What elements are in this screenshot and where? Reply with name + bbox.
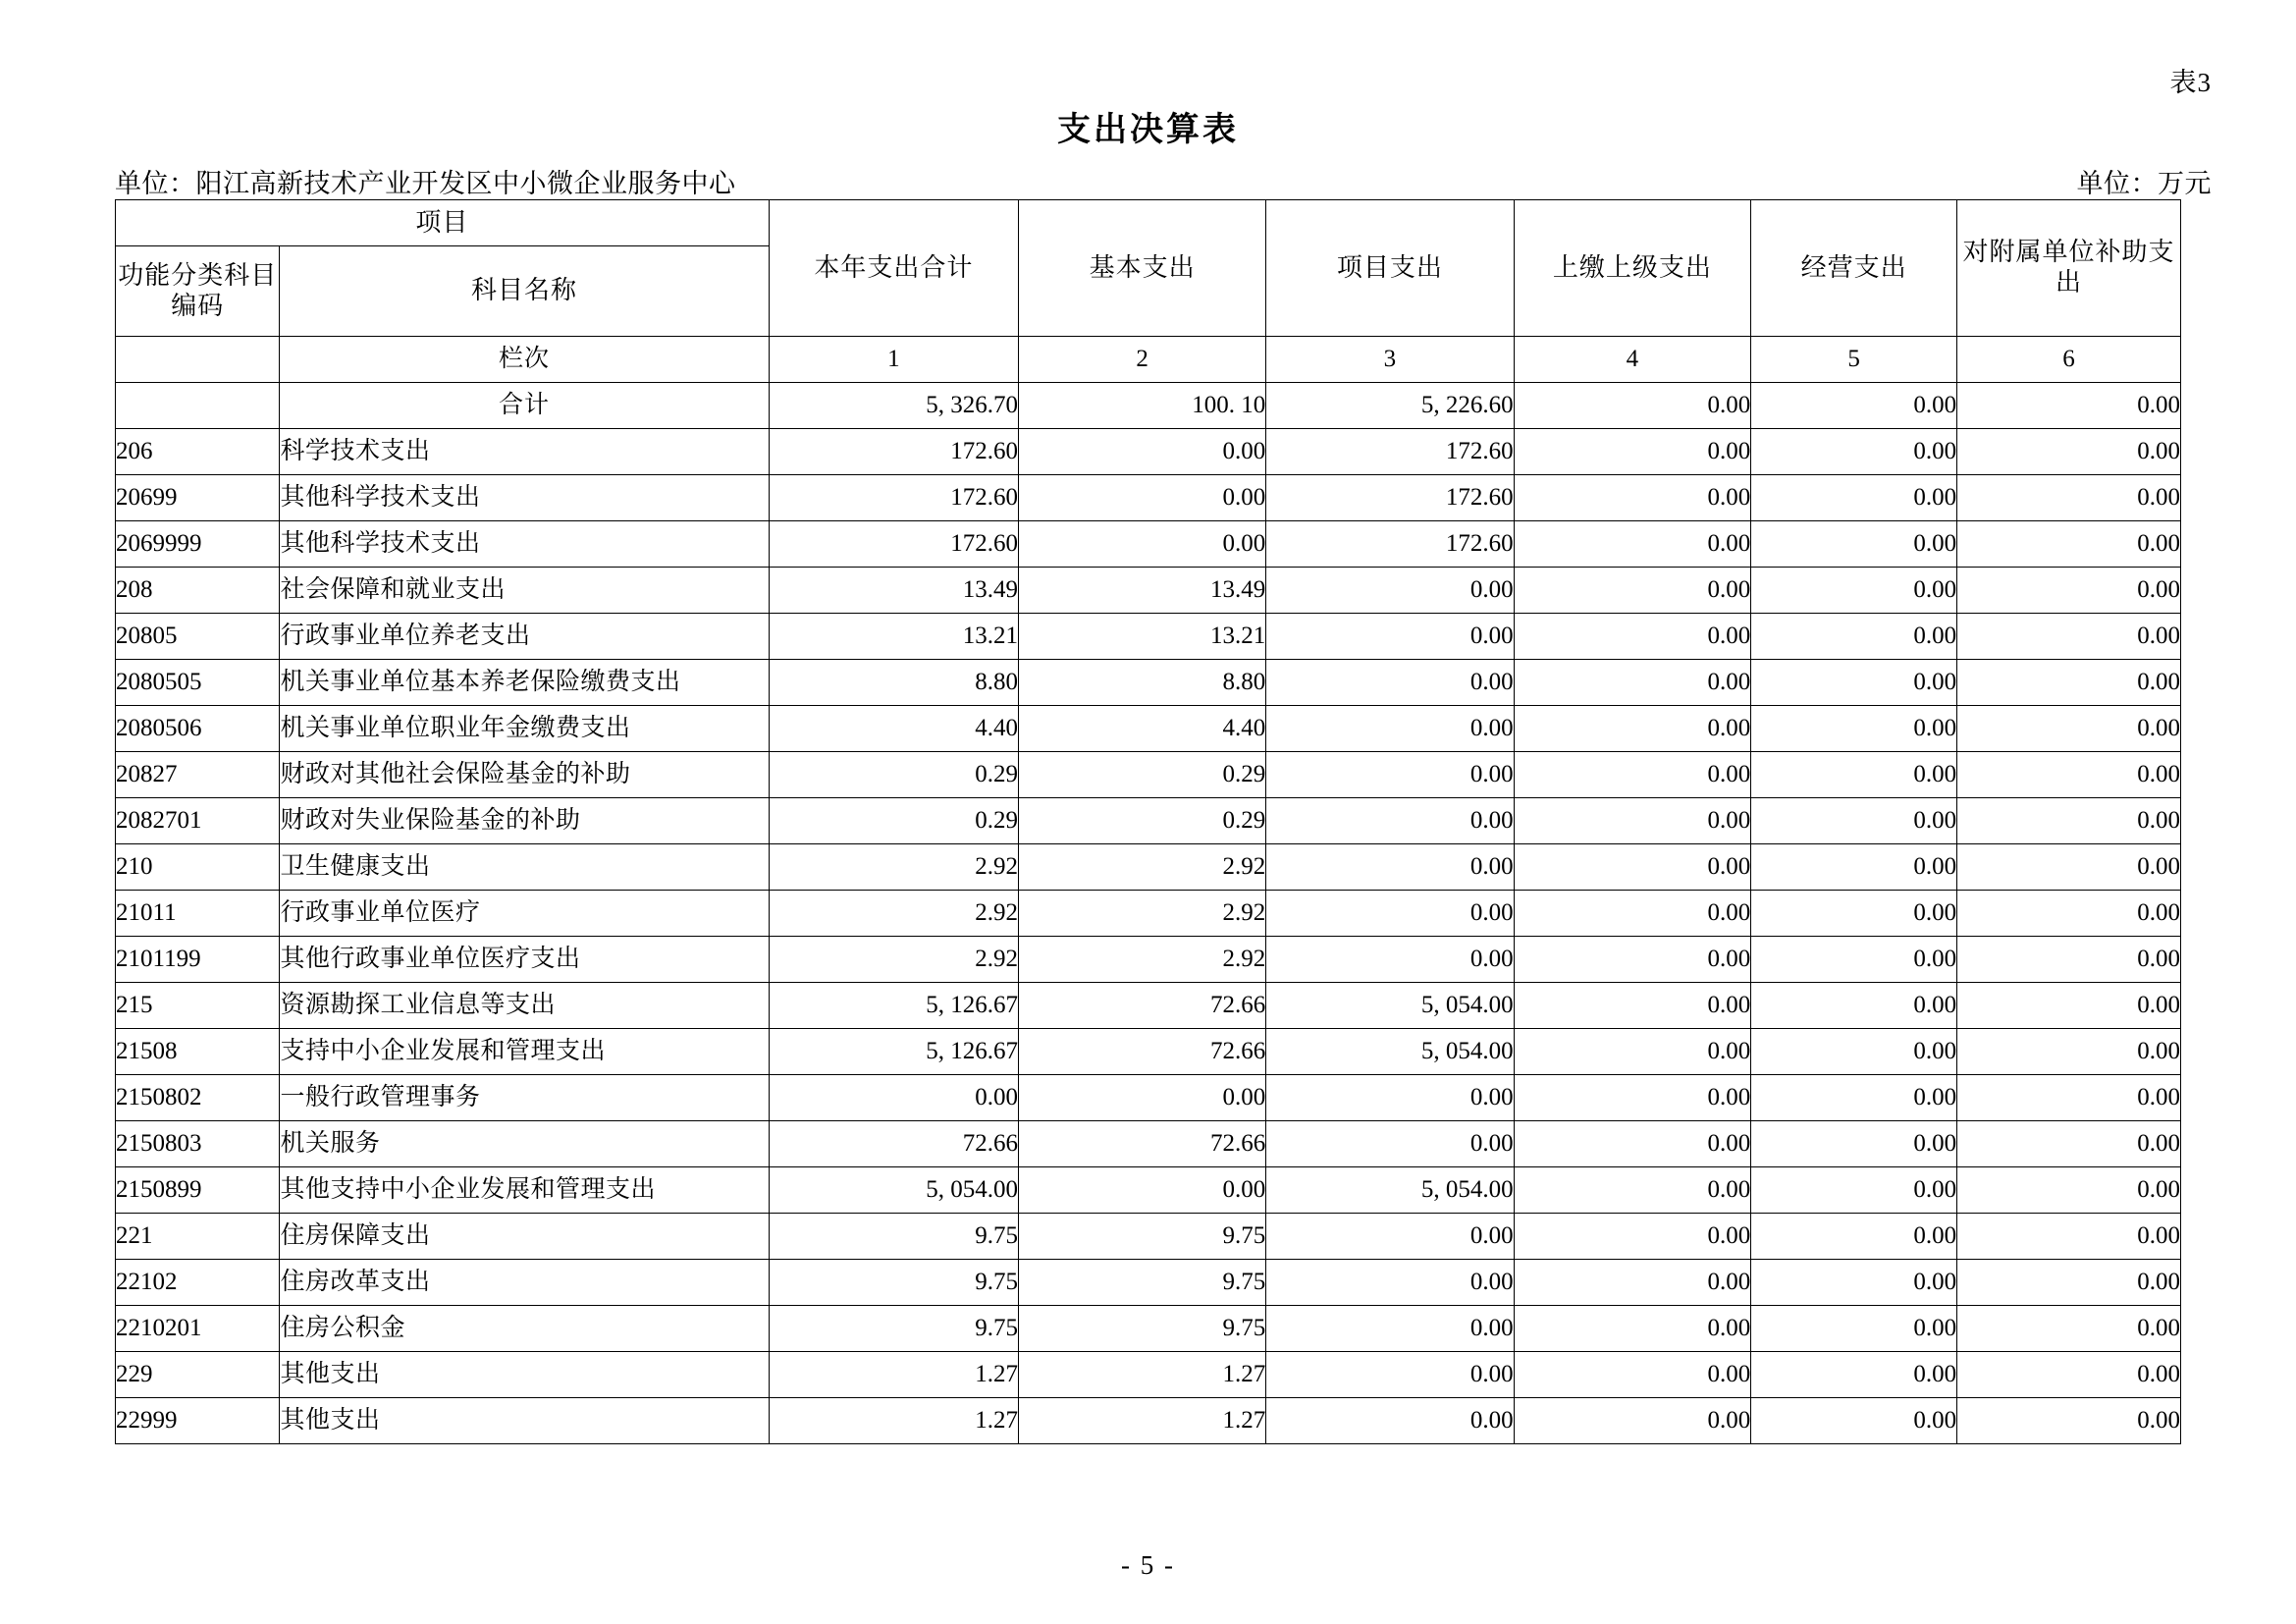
cell-amount-col3: 0.00: [1266, 1121, 1514, 1167]
cell-subject-name: 其他支持中小企业发展和管理支出: [280, 1167, 769, 1214]
cell-amount-col4: 0.00: [1514, 614, 1751, 660]
cell-amount-col1: 9.75: [769, 1306, 1018, 1352]
cell-amount-col3: 0.00: [1266, 844, 1514, 891]
cell-functional-code: 229: [116, 1352, 280, 1398]
column-number-5: 5: [1751, 337, 1957, 383]
cell-functional-code: 2101199: [116, 937, 280, 983]
cell-amount-col6: 0.00: [1957, 798, 2181, 844]
cell-amount-col6: 0.00: [1957, 1398, 2181, 1444]
cell-amount-col2: 0.29: [1019, 798, 1266, 844]
cell-amount-col5: 0.00: [1751, 983, 1957, 1029]
total-value-4: 0.00: [1514, 383, 1751, 429]
cell-amount-col5: 0.00: [1751, 937, 1957, 983]
cell-functional-code: 22999: [116, 1398, 280, 1444]
cell-amount-col1: 2.92: [769, 891, 1018, 937]
cell-amount-col5: 0.00: [1751, 429, 1957, 475]
cell-functional-code: 2080506: [116, 706, 280, 752]
cell-amount-col4: 0.00: [1514, 1214, 1751, 1260]
cell-amount-col2: 1.27: [1019, 1398, 1266, 1444]
cell-amount-col4: 0.00: [1514, 1029, 1751, 1075]
cell-amount-col4: 0.00: [1514, 475, 1751, 521]
header-col4: 上缴上级支出: [1514, 200, 1751, 337]
cell-functional-code: 21508: [116, 1029, 280, 1075]
cell-amount-col5: 0.00: [1751, 1260, 1957, 1306]
cell-subject-name: 机关事业单位基本养老保险缴费支出: [280, 660, 769, 706]
table-row: [116, 937, 2181, 983]
header-group-project: 项目: [116, 200, 770, 246]
cell-subject-name: 住房保障支出: [280, 1214, 769, 1260]
table-row: [116, 1260, 2181, 1306]
cell-functional-code: 215: [116, 983, 280, 1029]
column-number-6: 6: [1957, 337, 2181, 383]
cell-amount-col2: 9.75: [1019, 1306, 1266, 1352]
table-row: [116, 1121, 2181, 1167]
cell-amount-col5: 0.00: [1751, 614, 1957, 660]
cell-amount-col5: 0.00: [1751, 798, 1957, 844]
cell-amount-col6: 0.00: [1957, 1352, 2181, 1398]
table-row: [116, 706, 2181, 752]
column-number-1: 1: [769, 337, 1018, 383]
cell-amount-col4: 0.00: [1514, 429, 1751, 475]
cell-amount-col4: 0.00: [1514, 521, 1751, 568]
cell-amount-col4: 0.00: [1514, 1306, 1751, 1352]
cell-amount-col3: 0.00: [1266, 1260, 1514, 1306]
expenditure-table: [115, 199, 2181, 1444]
cell-amount-col1: 9.75: [769, 1214, 1018, 1260]
cell-amount-col3: 5, 054.00: [1266, 1167, 1514, 1214]
header-subject-name: 科目名称: [280, 246, 769, 337]
table-body: [116, 337, 2181, 1444]
cell-functional-code: 22102: [116, 1260, 280, 1306]
cell-amount-col6: 0.00: [1957, 1214, 2181, 1260]
cell-subject-name: 财政对其他社会保险基金的补助: [280, 752, 769, 798]
cell-amount-col1: 5, 126.67: [769, 983, 1018, 1029]
cell-functional-code: 2150803: [116, 1121, 280, 1167]
total-value-2: 100. 10: [1019, 383, 1266, 429]
cell-subject-name: 行政事业单位医疗: [280, 891, 769, 937]
total-value-6: 0.00: [1957, 383, 2181, 429]
total-row: [116, 383, 2181, 429]
cell-amount-col1: 8.80: [769, 660, 1018, 706]
cell-amount-col5: 0.00: [1751, 752, 1957, 798]
table-row: [116, 1029, 2181, 1075]
expenditure-table-container: [115, 199, 2181, 1444]
cell-subject-name: 其他支出: [280, 1398, 769, 1444]
cell-amount-col6: 0.00: [1957, 521, 2181, 568]
cell-functional-code: 2210201: [116, 1306, 280, 1352]
cell-subject-name: 行政事业单位养老支出: [280, 614, 769, 660]
header-col1: 本年支出合计: [769, 200, 1018, 337]
cell-amount-col3: 0.00: [1266, 1306, 1514, 1352]
cell-functional-code: 2080505: [116, 660, 280, 706]
cell-functional-code: 206: [116, 429, 280, 475]
cell-functional-code: 20805: [116, 614, 280, 660]
cell-amount-col6: 0.00: [1957, 614, 2181, 660]
cell-amount-col5: 0.00: [1751, 1167, 1957, 1214]
cell-amount-col5: 0.00: [1751, 1214, 1957, 1260]
cell-amount-col1: 13.49: [769, 568, 1018, 614]
cell-subject-name: 其他行政事业单位医疗支出: [280, 937, 769, 983]
cell-amount-col4: 0.00: [1514, 706, 1751, 752]
cell-functional-code: 2150899: [116, 1167, 280, 1214]
header-functional-code: 功能分类科目编码: [116, 246, 280, 337]
table-row: [116, 429, 2181, 475]
cell-amount-col5: 0.00: [1751, 1029, 1957, 1075]
table-row: [116, 1306, 2181, 1352]
cell-functional-code: 2069999: [116, 521, 280, 568]
cell-amount-col2: 2.92: [1019, 891, 1266, 937]
cell-amount-col3: 0.00: [1266, 660, 1514, 706]
cell-amount-col6: 0.00: [1957, 1306, 2181, 1352]
cell-amount-col2: 72.66: [1019, 1121, 1266, 1167]
table-row: [116, 1352, 2181, 1398]
total-value-1: 5, 326.70: [769, 383, 1018, 429]
cell-amount-col3: 0.00: [1266, 568, 1514, 614]
table-row: [116, 475, 2181, 521]
cell-amount-col3: 0.00: [1266, 891, 1514, 937]
cell-amount-col5: 0.00: [1751, 844, 1957, 891]
cell-amount-col6: 0.00: [1957, 475, 2181, 521]
table-row: [116, 798, 2181, 844]
cell-amount-col2: 4.40: [1019, 706, 1266, 752]
cell-amount-col5: 0.00: [1751, 1121, 1957, 1167]
cell-amount-col3: 172.60: [1266, 429, 1514, 475]
cell-amount-col1: 2.92: [769, 937, 1018, 983]
page-title: 支出决算表: [1057, 112, 1239, 148]
cell-amount-col3: 0.00: [1266, 937, 1514, 983]
cell-amount-col4: 0.00: [1514, 798, 1751, 844]
table-row: [116, 752, 2181, 798]
column-number-row: [116, 337, 2181, 383]
table-header: [116, 200, 2181, 337]
cell-amount-col3: 0.00: [1266, 798, 1514, 844]
cell-amount-col2: 72.66: [1019, 1029, 1266, 1075]
page-number: - 5 -: [1121, 1550, 1175, 1580]
cell-amount-col1: 5, 126.67: [769, 1029, 1018, 1075]
header-row-group: [116, 200, 2181, 246]
cell-amount-col1: 9.75: [769, 1260, 1018, 1306]
cell-functional-code: 2150802: [116, 1075, 280, 1121]
table-row: [116, 891, 2181, 937]
total-code-blank: [116, 383, 280, 429]
column-number-4: 4: [1514, 337, 1751, 383]
cell-amount-col6: 0.00: [1957, 1121, 2181, 1167]
cell-functional-code: 210: [116, 844, 280, 891]
cell-functional-code: 221: [116, 1214, 280, 1260]
cell-amount-col3: 0.00: [1266, 1075, 1514, 1121]
cell-amount-col5: 0.00: [1751, 1306, 1957, 1352]
total-label: 合计: [280, 383, 769, 429]
cell-amount-col1: 0.29: [769, 798, 1018, 844]
cell-amount-col2: 13.21: [1019, 614, 1266, 660]
cell-subject-name: 一般行政管理事务: [280, 1075, 769, 1121]
cell-amount-col6: 0.00: [1957, 1167, 2181, 1214]
cell-amount-col6: 0.00: [1957, 1075, 2181, 1121]
cell-amount-col1: 2.92: [769, 844, 1018, 891]
cell-amount-col4: 0.00: [1514, 1167, 1751, 1214]
cell-amount-col2: 1.27: [1019, 1352, 1266, 1398]
cell-amount-col5: 0.00: [1751, 1398, 1957, 1444]
cell-amount-col4: 0.00: [1514, 568, 1751, 614]
cell-amount-col5: 0.00: [1751, 475, 1957, 521]
cell-amount-col1: 0.29: [769, 752, 1018, 798]
cell-amount-col3: 5, 054.00: [1266, 1029, 1514, 1075]
cell-amount-col2: 0.00: [1019, 475, 1266, 521]
cell-functional-code: 208: [116, 568, 280, 614]
table-row: [116, 1075, 2181, 1121]
cell-subject-name: 科学技术支出: [280, 429, 769, 475]
cell-amount-col1: 172.60: [769, 429, 1018, 475]
cell-amount-col4: 0.00: [1514, 1121, 1751, 1167]
cell-amount-col4: 0.00: [1514, 983, 1751, 1029]
cell-amount-col5: 0.00: [1751, 1075, 1957, 1121]
cell-subject-name: 财政对失业保险基金的补助: [280, 798, 769, 844]
cell-amount-col4: 0.00: [1514, 1075, 1751, 1121]
table-row: [116, 660, 2181, 706]
cell-amount-col1: 0.00: [769, 1075, 1018, 1121]
unit-line: [115, 162, 2212, 200]
cell-amount-col5: 0.00: [1751, 568, 1957, 614]
sheet-tag: 表3: [2169, 68, 2212, 97]
column-number-2: 2: [1019, 337, 1266, 383]
cell-amount-col2: 2.92: [1019, 844, 1266, 891]
cell-amount-col5: 0.00: [1751, 660, 1957, 706]
cell-amount-col6: 0.00: [1957, 937, 2181, 983]
cell-amount-col2: 13.49: [1019, 568, 1266, 614]
cell-amount-col6: 0.00: [1957, 983, 2181, 1029]
column-number-code-blank: [116, 337, 280, 383]
table-row: [116, 1214, 2181, 1260]
cell-amount-col2: 9.75: [1019, 1260, 1266, 1306]
cell-amount-col2: 2.92: [1019, 937, 1266, 983]
cell-amount-col4: 0.00: [1514, 660, 1751, 706]
header-col6: 对附属单位补助支出: [1957, 200, 2181, 337]
cell-subject-name: 社会保障和就业支出: [280, 568, 769, 614]
cell-amount-col4: 0.00: [1514, 891, 1751, 937]
cell-subject-name: 机关事业单位职业年金缴费支出: [280, 706, 769, 752]
table-row: [116, 1167, 2181, 1214]
table-row: [116, 568, 2181, 614]
cell-amount-col1: 4.40: [769, 706, 1018, 752]
cell-amount-col2: 0.00: [1019, 1075, 1266, 1121]
table-row: [116, 983, 2181, 1029]
cell-amount-col4: 0.00: [1514, 752, 1751, 798]
cell-amount-col2: 0.00: [1019, 521, 1266, 568]
cell-amount-col1: 13.21: [769, 614, 1018, 660]
cell-amount-col6: 0.00: [1957, 706, 2181, 752]
table-row: [116, 844, 2181, 891]
cell-amount-col1: 5, 054.00: [769, 1167, 1018, 1214]
cell-subject-name: 资源勘探工业信息等支出: [280, 983, 769, 1029]
cell-amount-col6: 0.00: [1957, 660, 2181, 706]
cell-amount-col6: 0.00: [1957, 844, 2181, 891]
cell-amount-col6: 0.00: [1957, 891, 2181, 937]
cell-amount-col3: 0.00: [1266, 614, 1514, 660]
cell-amount-col5: 0.00: [1751, 1352, 1957, 1398]
cell-amount-col1: 1.27: [769, 1352, 1018, 1398]
cell-amount-col5: 0.00: [1751, 891, 1957, 937]
cell-amount-col2: 0.00: [1019, 1167, 1266, 1214]
cell-amount-col2: 8.80: [1019, 660, 1266, 706]
unit-currency: 单位：万元: [2076, 169, 2212, 198]
cell-subject-name: 卫生健康支出: [280, 844, 769, 891]
cell-amount-col6: 0.00: [1957, 568, 2181, 614]
cell-amount-col6: 0.00: [1957, 1260, 2181, 1306]
cell-amount-col5: 0.00: [1751, 706, 1957, 752]
cell-amount-col4: 0.00: [1514, 1260, 1751, 1306]
cell-amount-col3: 0.00: [1266, 1352, 1514, 1398]
cell-functional-code: 2082701: [116, 798, 280, 844]
cell-amount-col1: 172.60: [769, 475, 1018, 521]
header-col3: 项目支出: [1266, 200, 1514, 337]
cell-amount-col3: 0.00: [1266, 706, 1514, 752]
cell-amount-col6: 0.00: [1957, 752, 2181, 798]
cell-amount-col3: 172.60: [1266, 521, 1514, 568]
column-number-3: 3: [1266, 337, 1514, 383]
cell-amount-col3: 5, 054.00: [1266, 983, 1514, 1029]
header-col2: 基本支出: [1019, 200, 1266, 337]
table-row: [116, 614, 2181, 660]
cell-amount-col2: 0.29: [1019, 752, 1266, 798]
column-number-label: 栏次: [280, 337, 769, 383]
cell-amount-col2: 0.00: [1019, 429, 1266, 475]
cell-amount-col1: 72.66: [769, 1121, 1018, 1167]
total-value-5: 0.00: [1751, 383, 1957, 429]
table-row: [116, 1398, 2181, 1444]
cell-subject-name: 住房改革支出: [280, 1260, 769, 1306]
cell-amount-col3: 172.60: [1266, 475, 1514, 521]
cell-amount-col4: 0.00: [1514, 937, 1751, 983]
table-row: [116, 521, 2181, 568]
cell-amount-col1: 1.27: [769, 1398, 1018, 1444]
cell-functional-code: 20827: [116, 752, 280, 798]
cell-subject-name: 机关服务: [280, 1121, 769, 1167]
cell-amount-col4: 0.00: [1514, 1398, 1751, 1444]
cell-amount-col5: 0.00: [1751, 521, 1957, 568]
cell-subject-name: 支持中小企业发展和管理支出: [280, 1029, 769, 1075]
total-value-3: 5, 226.60: [1266, 383, 1514, 429]
header-col5: 经营支出: [1751, 200, 1957, 337]
cell-amount-col2: 9.75: [1019, 1214, 1266, 1260]
cell-amount-col6: 0.00: [1957, 429, 2181, 475]
cell-amount-col2: 72.66: [1019, 983, 1266, 1029]
cell-subject-name: 住房公积金: [280, 1306, 769, 1352]
cell-functional-code: 20699: [116, 475, 280, 521]
cell-subject-name: 其他支出: [280, 1352, 769, 1398]
cell-amount-col1: 172.60: [769, 521, 1018, 568]
cell-amount-col3: 0.00: [1266, 1214, 1514, 1260]
cell-subject-name: 其他科学技术支出: [280, 475, 769, 521]
cell-amount-col4: 0.00: [1514, 844, 1751, 891]
cell-functional-code: 21011: [116, 891, 280, 937]
cell-amount-col4: 0.00: [1514, 1352, 1751, 1398]
cell-amount-col3: 0.00: [1266, 1398, 1514, 1444]
cell-amount-col3: 0.00: [1266, 752, 1514, 798]
cell-amount-col6: 0.00: [1957, 1029, 2181, 1075]
unit-organization: 单位：阳江高新技术产业开发区中小微企业服务中心: [115, 169, 736, 198]
cell-subject-name: 其他科学技术支出: [280, 521, 769, 568]
